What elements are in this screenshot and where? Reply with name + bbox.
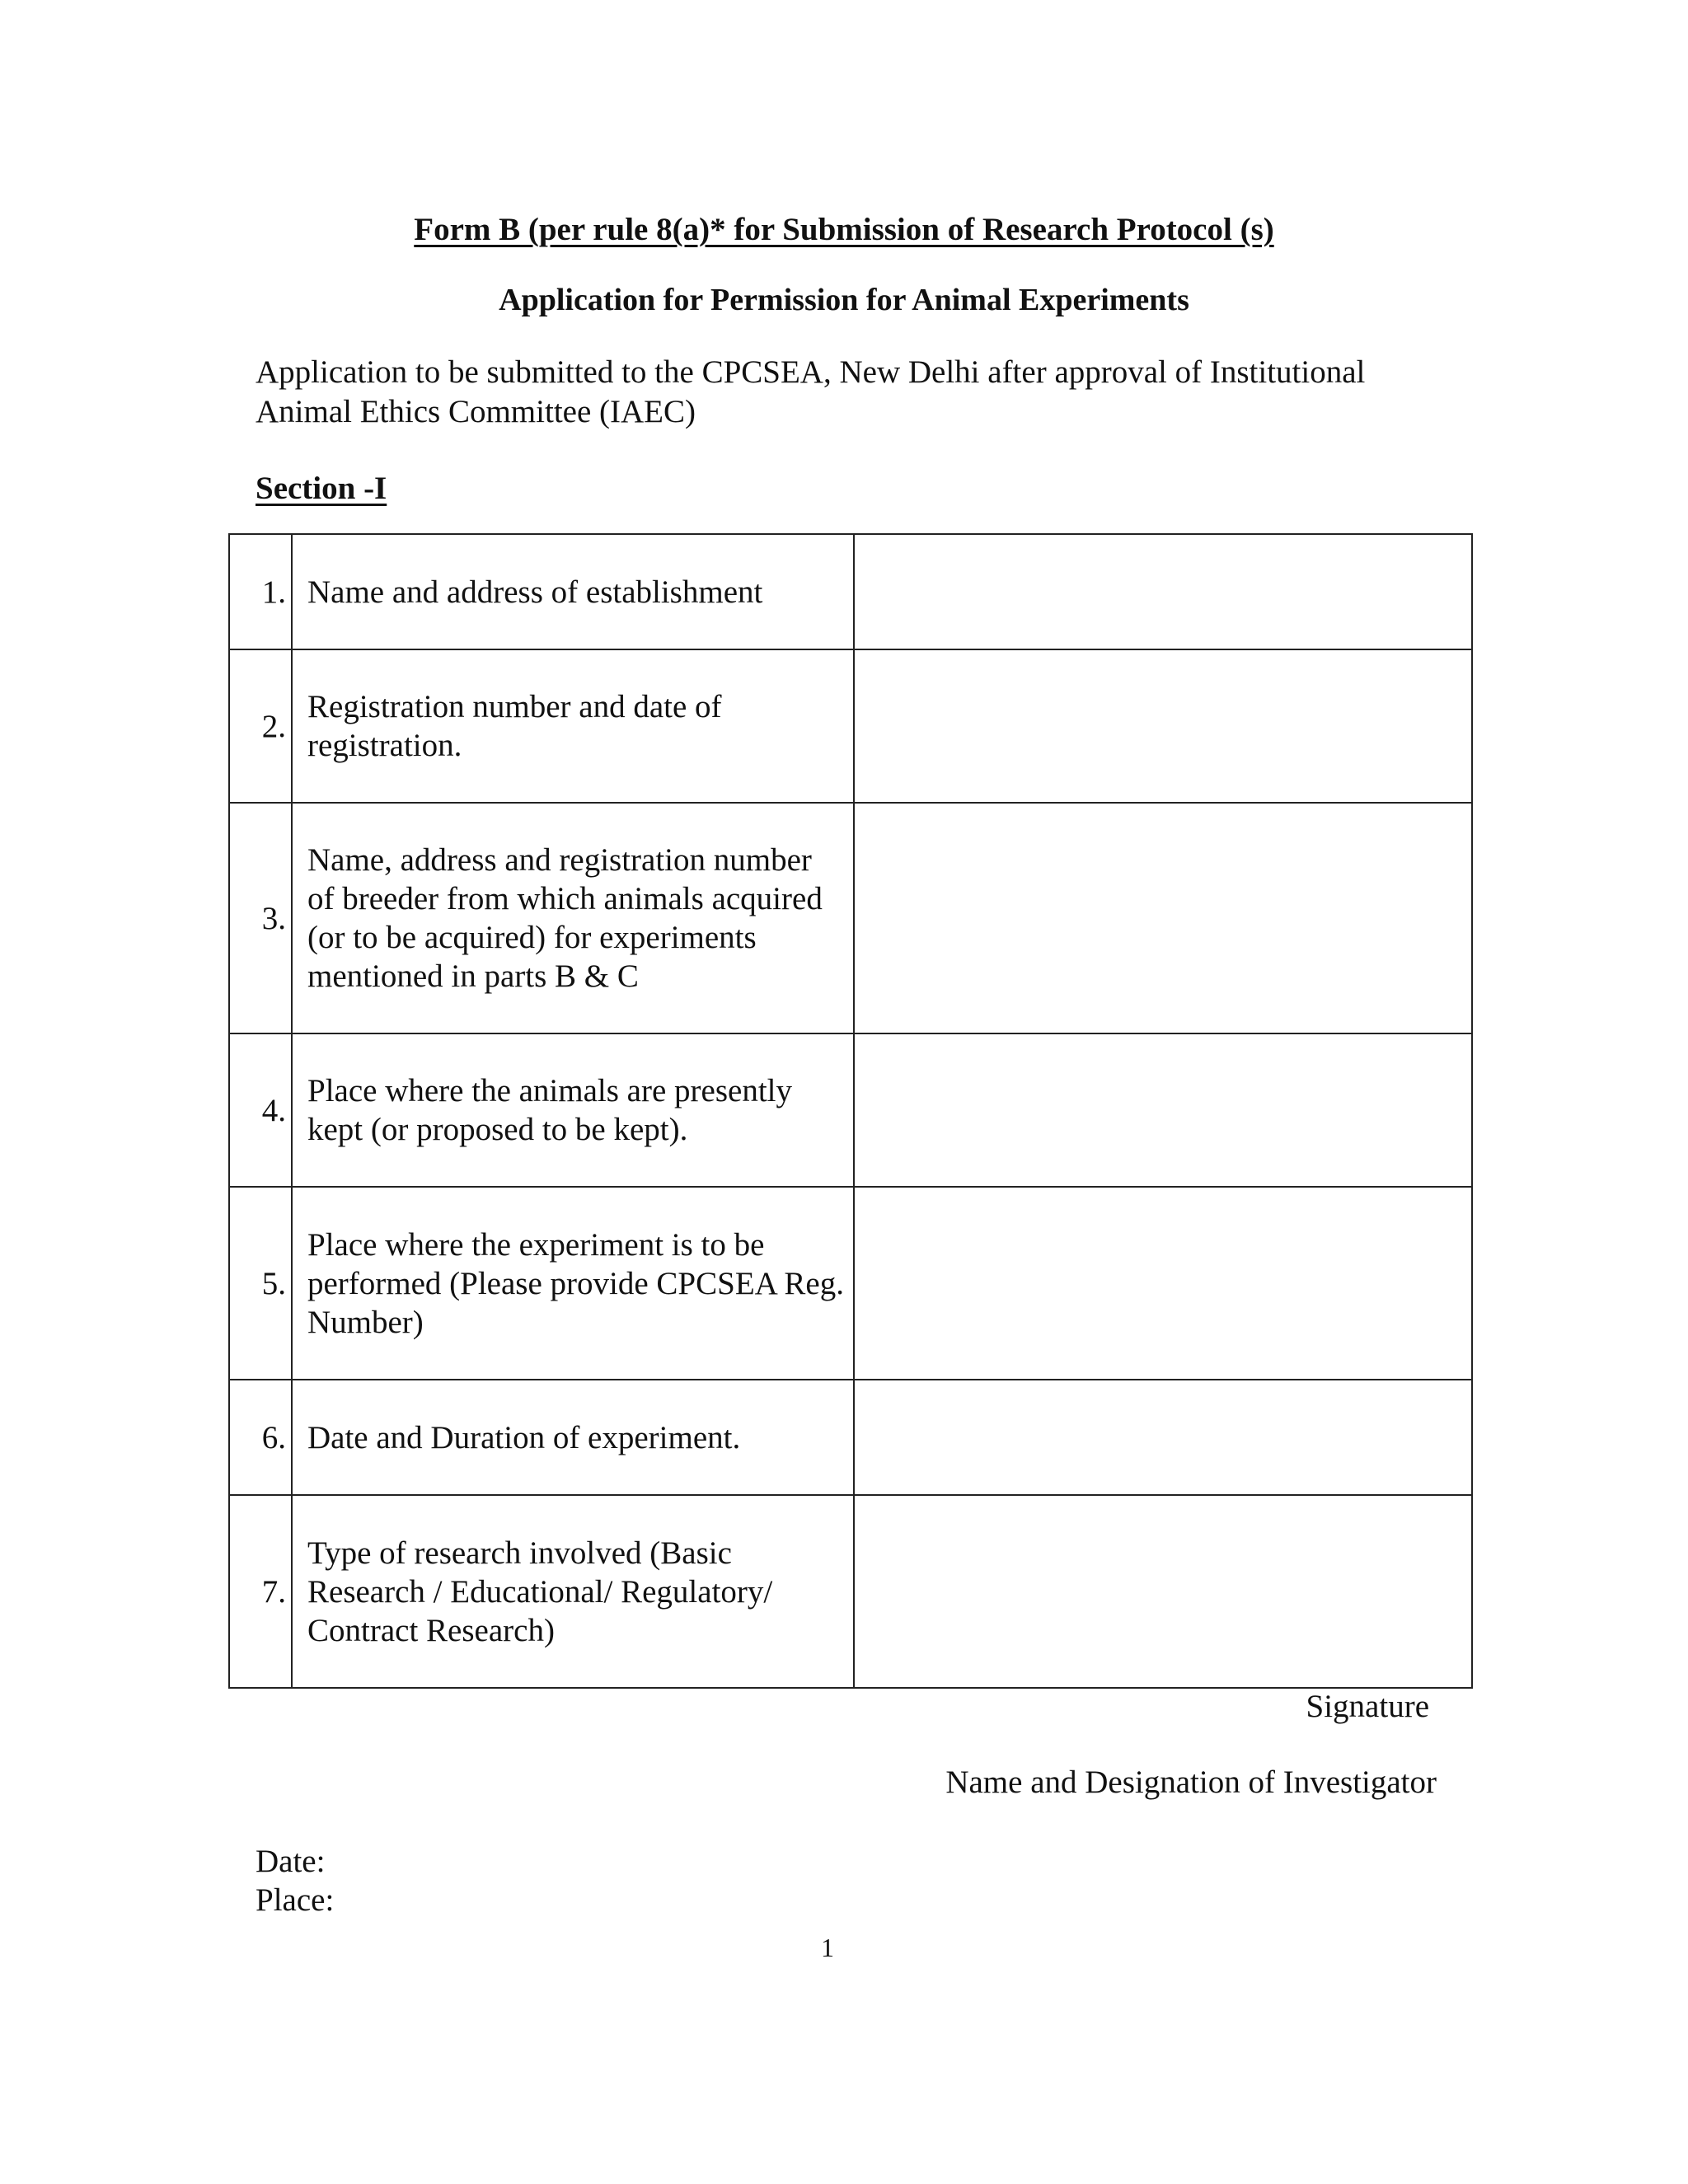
row-number: 4. <box>229 1033 292 1187</box>
section-heading: Section -I <box>256 471 387 506</box>
row-value-field[interactable] <box>854 1187 1472 1380</box>
signature-label: Signature <box>1306 1689 1429 1724</box>
table-row <box>229 649 1472 803</box>
date-label: Date: <box>256 1844 326 1879</box>
row-number: 3. <box>229 803 292 1033</box>
form-subtitle: Application for Permission for Animal Experiments <box>499 283 1189 317</box>
row-value-field[interactable] <box>854 1033 1472 1187</box>
table-row <box>229 1187 1472 1380</box>
page-number: 1 <box>821 1933 834 1962</box>
table-row <box>229 803 1472 1033</box>
row-number: 6. <box>229 1380 292 1495</box>
table-row <box>229 1495 1472 1688</box>
section-one-table <box>228 533 1473 1689</box>
row-number: 2. <box>229 649 292 803</box>
row-value-field[interactable] <box>854 1380 1472 1495</box>
row-number: 7. <box>229 1495 292 1688</box>
row-label: Type of research involved (Basic Research / Educational/ Regulatory/ Contract Research) <box>292 1495 854 1688</box>
row-value-field[interactable] <box>854 803 1472 1033</box>
row-value-field[interactable] <box>854 1495 1472 1688</box>
row-value-field[interactable] <box>854 534 1472 649</box>
table-row <box>229 1380 1472 1495</box>
row-label: Registration number and date of registration. <box>292 649 854 803</box>
place-label: Place: <box>256 1882 335 1918</box>
table-row <box>229 1033 1472 1187</box>
row-number: 5. <box>229 1187 292 1380</box>
row-label: Date and Duration of experiment. <box>292 1380 854 1495</box>
table-row <box>229 534 1472 649</box>
row-label: Name, address and registration number of breeder from which animals acquired (or to be acquired) for experiments mentioned in parts B & C <box>292 803 854 1033</box>
intro-paragraph: Application to be submitted to the CPCSEA, New Delhi after approval of Institutional Animal Ethics Committee (IAEC) <box>256 354 1366 429</box>
row-label: Name and address of establishment <box>292 534 854 649</box>
row-value-field[interactable] <box>854 649 1472 803</box>
row-label: Place where the experiment is to be performed (Please provide CPCSEA Reg. Number) <box>292 1187 854 1380</box>
form-title: Form B (per rule 8(a)* for Submission of Research Protocol (s) <box>414 212 1274 247</box>
row-label: Place where the animals are presently kept (or proposed to be kept). <box>292 1033 854 1187</box>
row-number: 1. <box>229 534 292 649</box>
investigator-label: Name and Designation of Investigator <box>945 1765 1437 1800</box>
